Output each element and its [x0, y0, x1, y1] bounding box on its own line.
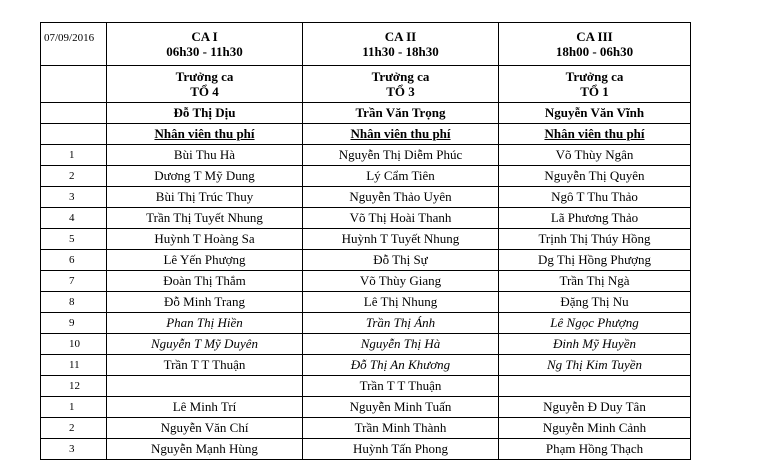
empty-cell: [41, 124, 107, 145]
shift-3-staff-label: Nhân viên thu phí: [499, 124, 691, 145]
shift-2-staff: Nguyễn Thị Hà: [303, 334, 499, 355]
shift-2-staff: Đỗ Thị Sự: [303, 250, 499, 271]
leader-label: Trưởng ca: [175, 69, 234, 84]
row-number: 3: [41, 439, 107, 460]
row-number: 12: [41, 376, 107, 397]
row-number: 11: [41, 355, 107, 376]
table-row: [41, 334, 691, 355]
table-row: [41, 439, 691, 460]
shift-2-staff: Nguyễn Thảo Uyên: [303, 187, 499, 208]
row-number: 3: [41, 187, 107, 208]
shift-3-leader: Nguyễn Văn Vĩnh: [499, 103, 691, 124]
shift-2-staff: Trần Minh Thành: [303, 418, 499, 439]
date-cell: 07/09/2016: [41, 23, 107, 66]
row-number: 7: [41, 271, 107, 292]
shift-1-staff: Dương T Mỹ Dung: [107, 166, 303, 187]
shift-3-staff: Nguyễn Minh Cảnh: [499, 418, 691, 439]
row-number: 9: [41, 313, 107, 334]
shift-2-header: [303, 23, 499, 66]
shift-3-staff: Võ Thùy Ngân: [499, 145, 691, 166]
shift-3-staff: Lã Phương Thảo: [499, 208, 691, 229]
shift-time: 18h00 - 06h30: [555, 44, 634, 59]
row-number: 4: [41, 208, 107, 229]
shift-1-staff: [107, 376, 303, 397]
shift-1-staff: Đoàn Thị Thắm: [107, 271, 303, 292]
team-label: TỔ 3: [386, 84, 415, 99]
shift-1-leader: Đỗ Thị Dịu: [107, 103, 303, 124]
table-row: [41, 313, 691, 334]
table-row: [41, 418, 691, 439]
shift-3-staff: Nguyễn Đ Duy Tân: [499, 397, 691, 418]
shift-2-staff: Huỳnh Tấn Phong: [303, 439, 499, 460]
shift-1-staff: Nguyễn T Mỹ Duyên: [107, 334, 303, 355]
shift-3-staff: Dg Thị Hồng Phượng: [499, 250, 691, 271]
shift-1-staff: Bùi Thị Trúc Thuy: [107, 187, 303, 208]
row-number: 1: [41, 145, 107, 166]
empty-cell: [41, 66, 107, 103]
shift-2-staff: Trần Thị Ánh: [303, 313, 499, 334]
shift-1-staff: Phan Thị Hiền: [107, 313, 303, 334]
shift-3-staff: [499, 376, 691, 397]
row-number: 6: [41, 250, 107, 271]
table-row: [41, 250, 691, 271]
shift-1-staff: Đỗ Minh Trang: [107, 292, 303, 313]
shift-2-staff: Võ Thị Hoài Thanh: [303, 208, 499, 229]
shift-1-staff: Trần Thị Tuyết Nhung: [107, 208, 303, 229]
table-row: [41, 355, 691, 376]
shift-2-staff: Nguyễn Thị Diễm Phúc: [303, 145, 499, 166]
table-row: [41, 271, 691, 292]
shift-3-team: [499, 66, 691, 103]
table-row: [41, 208, 691, 229]
shift-3-staff: Đặng Thị Nu: [499, 292, 691, 313]
table-row: [41, 166, 691, 187]
shift-2-staff: Võ Thùy Giang: [303, 271, 499, 292]
shift-3-header: [499, 23, 691, 66]
shift-1-staff: Huỳnh T Hoàng Sa: [107, 229, 303, 250]
shift-header-row: [41, 23, 691, 66]
shift-2-staff: Huỳnh T Tuyết Nhung: [303, 229, 499, 250]
shift-3-staff: Ngô T Thu Thảo: [499, 187, 691, 208]
shift-1-staff: Trần T T Thuận: [107, 355, 303, 376]
shift-1-staff: Nguyễn Văn Chí: [107, 418, 303, 439]
table-row: [41, 229, 691, 250]
table-row: [41, 145, 691, 166]
shift-2-team: [303, 66, 499, 103]
shift-2-staff: Nguyễn Minh Tuấn: [303, 397, 499, 418]
shift-3-staff: Đinh Mỹ Huyền: [499, 334, 691, 355]
leader-label: Trưởng ca: [565, 69, 624, 84]
staff-label-row: [41, 124, 691, 145]
shift-3-staff: Phạm Hồng Thạch: [499, 439, 691, 460]
shift-2-leader: Trần Văn Trọng: [303, 103, 499, 124]
leader-row: [41, 103, 691, 124]
table-row: [41, 292, 691, 313]
team-label: TỔ 4: [190, 84, 219, 99]
row-number: 1: [41, 397, 107, 418]
shift-time: 11h30 - 18h30: [362, 44, 439, 59]
shift-1-header: [107, 23, 303, 66]
shift-3-staff: Lê Ngọc Phượng: [499, 313, 691, 334]
team-row: [41, 66, 691, 103]
shift-1-team: [107, 66, 303, 103]
shift-3-staff: Trần Thị Ngà: [499, 271, 691, 292]
empty-cell: [41, 103, 107, 124]
shift-1-staff: Lê Minh Trí: [107, 397, 303, 418]
leader-label: Trưởng ca: [371, 69, 430, 84]
row-number: 8: [41, 292, 107, 313]
table-row: [41, 187, 691, 208]
row-number: 5: [41, 229, 107, 250]
shift-name: CA I: [191, 29, 218, 44]
shift-1-staff: Nguyễn Mạnh Hùng: [107, 439, 303, 460]
shift-2-staff-label: Nhân viên thu phí: [303, 124, 499, 145]
shift-2-staff: Trần T T Thuận: [303, 376, 499, 397]
shift-name: CA II: [384, 29, 417, 44]
shift-time: 06h30 - 11h30: [166, 44, 243, 59]
shift-1-staff-label: Nhân viên thu phí: [107, 124, 303, 145]
table-row: [41, 397, 691, 418]
shift-2-staff: Lê Thị Nhung: [303, 292, 499, 313]
table-row: [41, 376, 691, 397]
shift-3-staff: Ng Thị Kim Tuyền: [499, 355, 691, 376]
shift-name: CA III: [576, 29, 613, 44]
row-number: 2: [41, 166, 107, 187]
team-label: TỔ 1: [580, 84, 609, 99]
shift-2-staff: Đỗ Thị An Khương: [303, 355, 499, 376]
row-number: 10: [41, 334, 107, 355]
shift-2-staff: Lý Cẩm Tiên: [303, 166, 499, 187]
shift-1-staff: Bùi Thu Hà: [107, 145, 303, 166]
shift-1-staff: Lê Yến Phượng: [107, 250, 303, 271]
shift-3-staff: Nguyễn Thị Quyên: [499, 166, 691, 187]
row-number: 2: [41, 418, 107, 439]
staff-rows: [41, 145, 691, 460]
shift-schedule-table: [40, 22, 691, 460]
shift-3-staff: Trịnh Thị Thúy Hồng: [499, 229, 691, 250]
